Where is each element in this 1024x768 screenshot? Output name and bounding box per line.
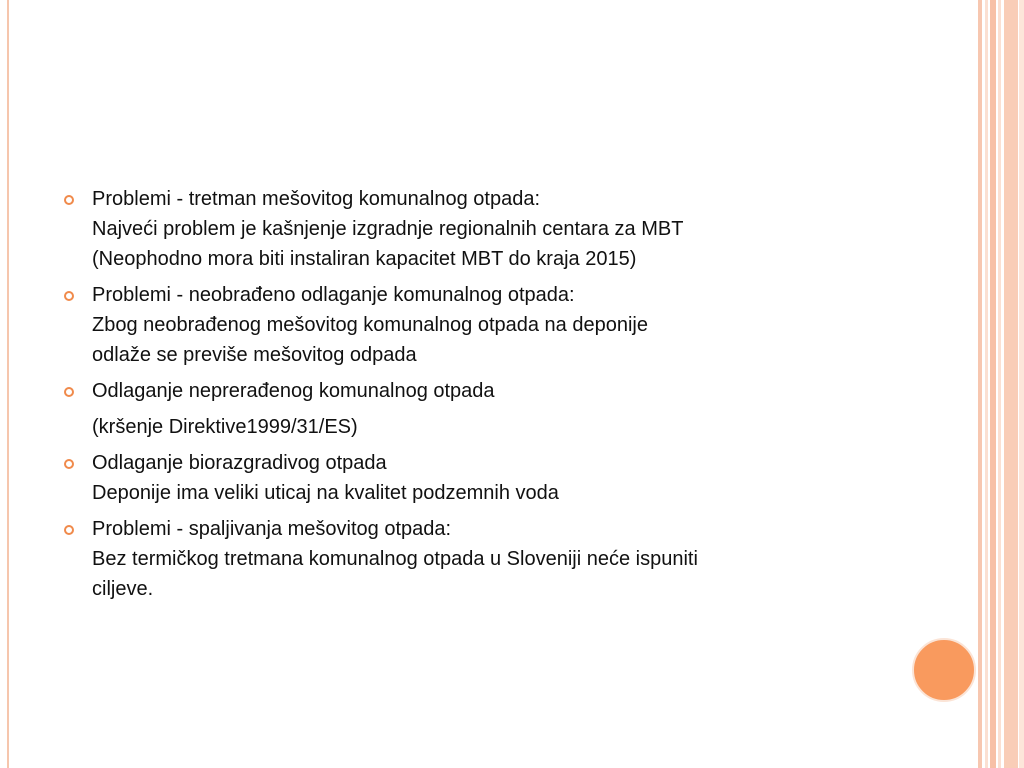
left-border-line (7, 0, 9, 768)
bullet-item (62, 280, 892, 370)
bullet-item (62, 448, 892, 508)
bullet-item (62, 184, 892, 274)
bullet-circle-icon (64, 387, 74, 397)
bullet-text: Zbog neobrađenog mešovitog komunalnog otpada na deponije (92, 314, 648, 336)
bullet-text: odlaže se previše mešovitog odpada (92, 344, 417, 366)
decorative-stripe (990, 0, 996, 768)
bullet-heading: Problemi - spaljivanja mešovitog otpada: (92, 518, 452, 540)
decorative-stripe (998, 0, 1001, 768)
bullet-text: (Neophodno mora biti instaliran kapacitet MBT do kraja 2015) (92, 248, 637, 270)
bullet-text: ciljeve. (92, 578, 154, 600)
decorative-stripe (985, 0, 988, 768)
bullet-circle-icon (64, 291, 74, 301)
bullet-circle-icon (64, 195, 74, 205)
decorative-stripe (1019, 0, 1024, 768)
decorative-circle (912, 638, 976, 702)
bullet-item (62, 514, 892, 604)
decorative-stripe (978, 0, 982, 768)
bullet-text: Najveći problem je kašnjenje izgradnje regionalnih centara za MBT (92, 218, 684, 240)
bullet-text: Deponije ima veliki uticaj na kvalitet podzemnih voda (92, 482, 559, 504)
bullet-text: (kršenje Direktive1999/31/ES) (92, 416, 358, 438)
bullet-heading: Problemi - neobrađeno odlaganje komunalnog otpada: (92, 284, 575, 306)
bullet-item (62, 376, 892, 442)
bullet-heading: Problemi - tretman mešovitog komunalnog otpada: (92, 188, 541, 210)
bullet-heading: Odlaganje neprerađenog komunalnog otpada (92, 380, 495, 402)
bullet-text: Bez termičkog tretmana komunalnog otpada u Sloveniji neće ispuniti (92, 548, 698, 570)
bullet-circle-icon (64, 459, 74, 469)
bullet-heading: Odlaganje biorazgradivog otpada (92, 452, 387, 474)
bullet-circle-icon (64, 525, 74, 535)
decorative-stripe (1004, 0, 1018, 768)
bullet-list (62, 184, 892, 610)
